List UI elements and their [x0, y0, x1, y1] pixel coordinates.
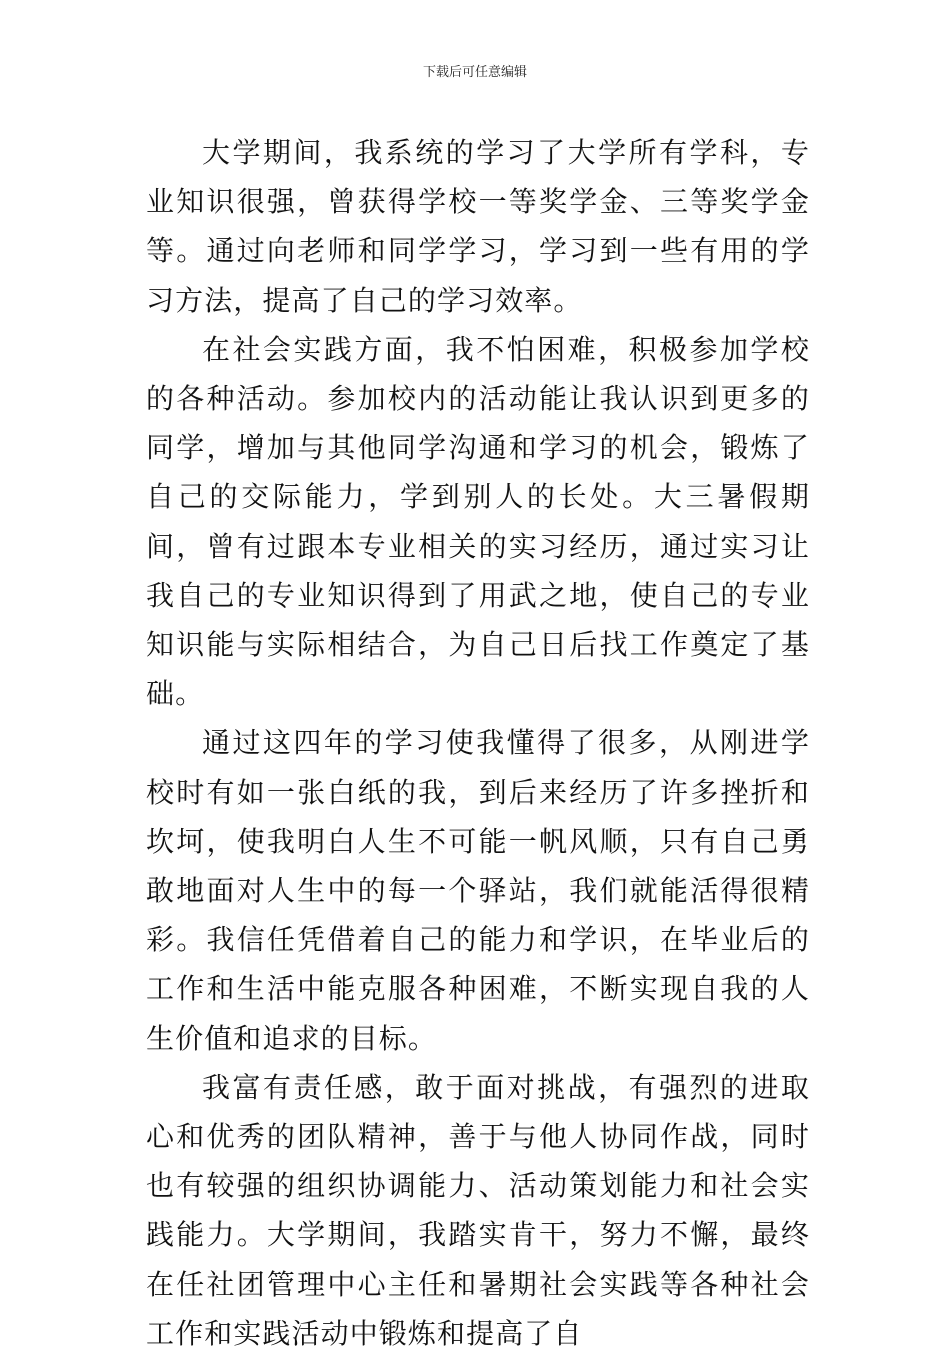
paragraph-four-years: 通过这四年的学习使我懂得了很多，从刚进学校时有如一张白纸的我，到后来经历了许多挫折和坎坷，使我明白人生不可能一帆风顺，只有自己勇敢地面对人生中的每一个驿站，我们就能活得很精彩。我信任凭借着自己的能力和学识，在毕业后的工作和生活中能克服各种困难，不断实现自我的人生价值和追求的目标。 [146, 726, 810, 1055]
paragraph-study: 大学期间，我系统的学习了大学所有学科，专业知识很强，曾获得学校一等奖学金、三等奖学金等。通过向老师和同学学习，学习到一些有用的学习方法，提高了自己的学习效率。 [146, 136, 810, 317]
paragraph-responsibility: 我富有责任感，敢于面对挑战，有强烈的进取心和优秀的团队精神，善于与他人协同作战，同时也有较强的组织协调能力、活动策划能力和社会实践能力。大学期间，我踏实肯干，努力不懈，最终在任社团管理中心主任和暑期社会实践等各种社会工作和实践活动中锻炼和提高了自 [146, 1070, 810, 1350]
page-header-note: 下载后可任意编辑 [422, 65, 527, 80]
paragraph-social-practice: 在社会实践方面，我不怕困难，积极参加学校的各种活动。参加校内的活动能让我认识到更多的同学，增加与其他同学沟通和学习的机会，锻炼了自己的交际能力，学到别人的长处。大三暑假期间，曾有过跟本专业相关的实习经历，通过实习让我自己的专业知识得到了用武之地，使自己的专业知识能与实际相结合，为自己日后找工作奠定了基础。 [146, 332, 810, 711]
document-body [146, 128, 810, 1358]
